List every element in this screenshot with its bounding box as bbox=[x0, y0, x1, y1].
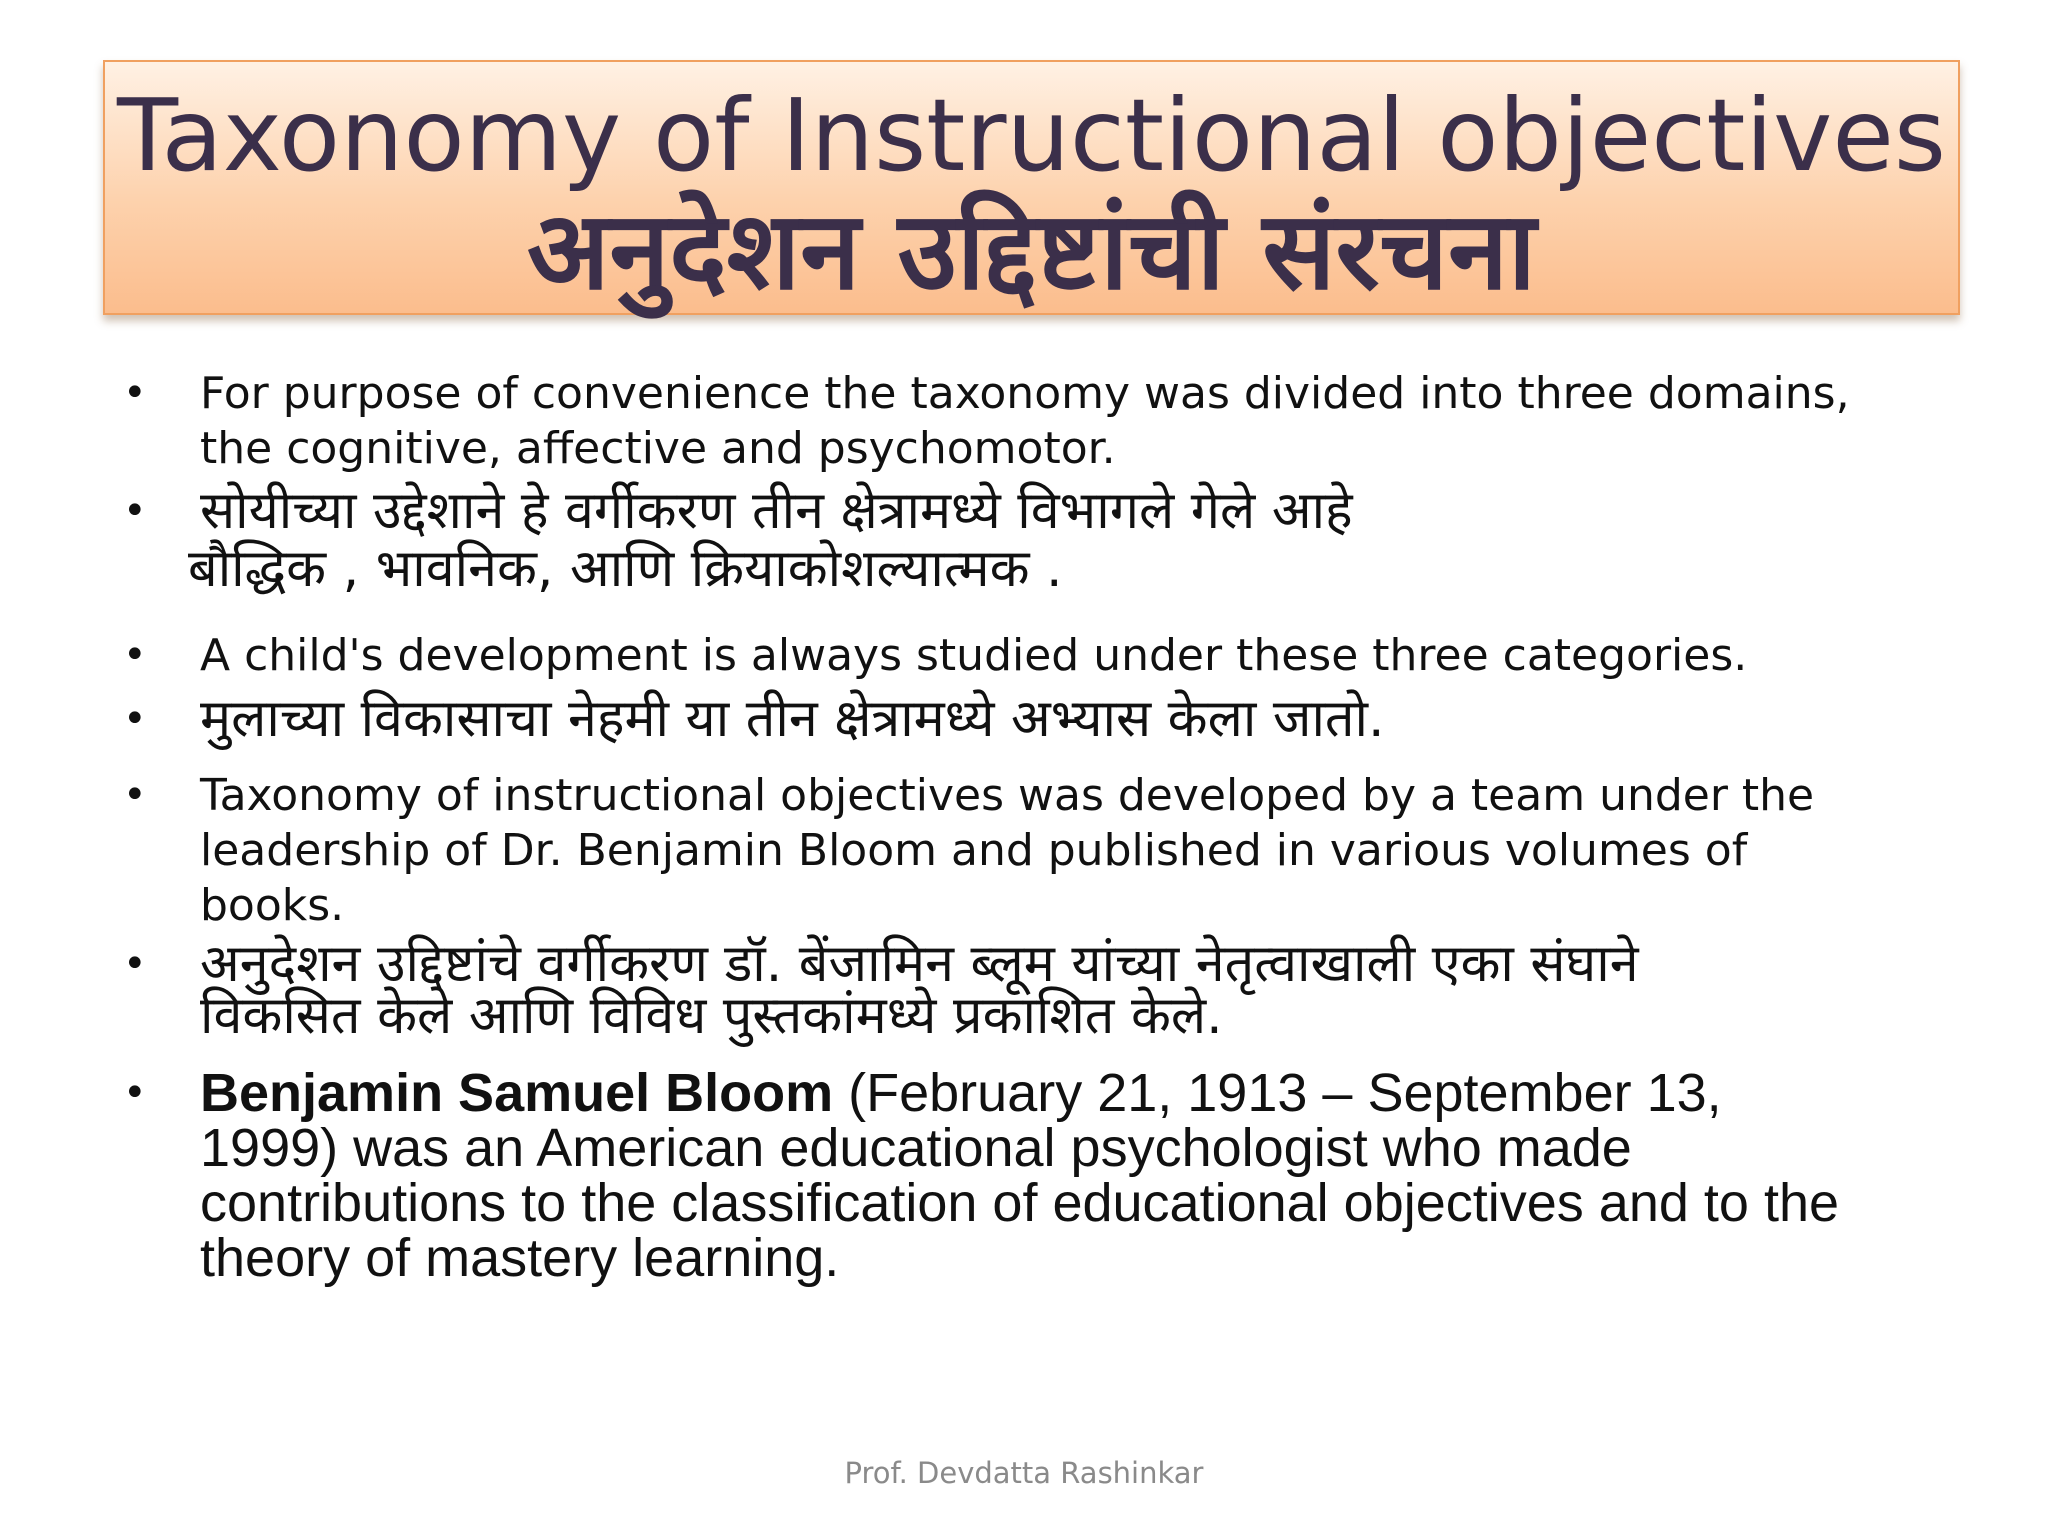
item-line: books. bbox=[200, 880, 345, 931]
bloom-dates: (February 21, 1913 – September 13, bbox=[833, 1063, 1722, 1123]
list-item bbox=[123, 768, 1960, 933]
list-item bbox=[123, 628, 1960, 683]
item-line: 1999) was an American educational psychologist who made bbox=[200, 1118, 1632, 1178]
title-english: Taxonomy of Instructional objectives bbox=[116, 77, 1946, 194]
list-item bbox=[123, 366, 1960, 476]
item-line: सोयीच्या उद्देशाने हे वर्गीकरण तीन क्षेत्रामध्ये विभागले गेले आहे bbox=[200, 481, 1353, 541]
list-item bbox=[123, 481, 1960, 599]
bloom-name-bold: Benjamin Samuel Bloom bbox=[200, 1063, 834, 1123]
item-line: मुलाच्या विकासाचा नेहमी या तीन क्षेत्रामध्ये अभ्यास केला जातो. bbox=[200, 689, 1385, 749]
footer-author: Prof. Devdatta Rashinkar bbox=[844, 1456, 1204, 1490]
item-line: विकसित केले आणि विविध पुस्तकांमध्ये प्रकाशित केले. bbox=[200, 986, 1223, 1046]
item-line: A child's development is always studied under these three categories. bbox=[200, 630, 1748, 681]
item-line: theory of mastery learning. bbox=[200, 1228, 840, 1288]
item-line: Taxonomy of instructional objectives was developed by a team under the bbox=[200, 770, 1815, 821]
title-marathi: अनुदेशन उद्दिष्टांची संरचना bbox=[526, 189, 1537, 314]
item-lead-line bbox=[200, 1063, 1960, 1123]
bullet-marker: • bbox=[123, 696, 147, 742]
list-item bbox=[123, 1063, 1960, 1288]
bullet-marker: • bbox=[123, 772, 147, 818]
item-line: बौद्धिक , भावनिक, आणि क्रियाकोशल्यात्मक . bbox=[188, 539, 1063, 599]
list-item bbox=[123, 934, 1960, 1046]
item-line: the cognitive, affective and psychomotor. bbox=[200, 423, 1116, 474]
bullet-marker: • bbox=[123, 632, 147, 678]
bullet-marker: • bbox=[123, 1070, 147, 1116]
list-item bbox=[123, 689, 1960, 749]
bullet-marker: • bbox=[123, 488, 147, 534]
bullet-marker: • bbox=[123, 941, 147, 987]
item-line: leadership of Dr. Benjamin Bloom and published in various volumes of bbox=[200, 825, 1748, 876]
item-line: For purpose of convenience the taxonomy was divided into three domains, bbox=[200, 368, 1850, 419]
item-line: अनुदेशन उद्दिष्टांचे वर्गीकरण डॉ. बेंजामिन ब्लूम यांच्या नेतृत्वाखाली एका संघाने bbox=[200, 934, 1639, 994]
bullet-marker: • bbox=[123, 370, 147, 416]
item-line: contributions to the classification of educational objectives and to the bbox=[200, 1173, 1840, 1233]
